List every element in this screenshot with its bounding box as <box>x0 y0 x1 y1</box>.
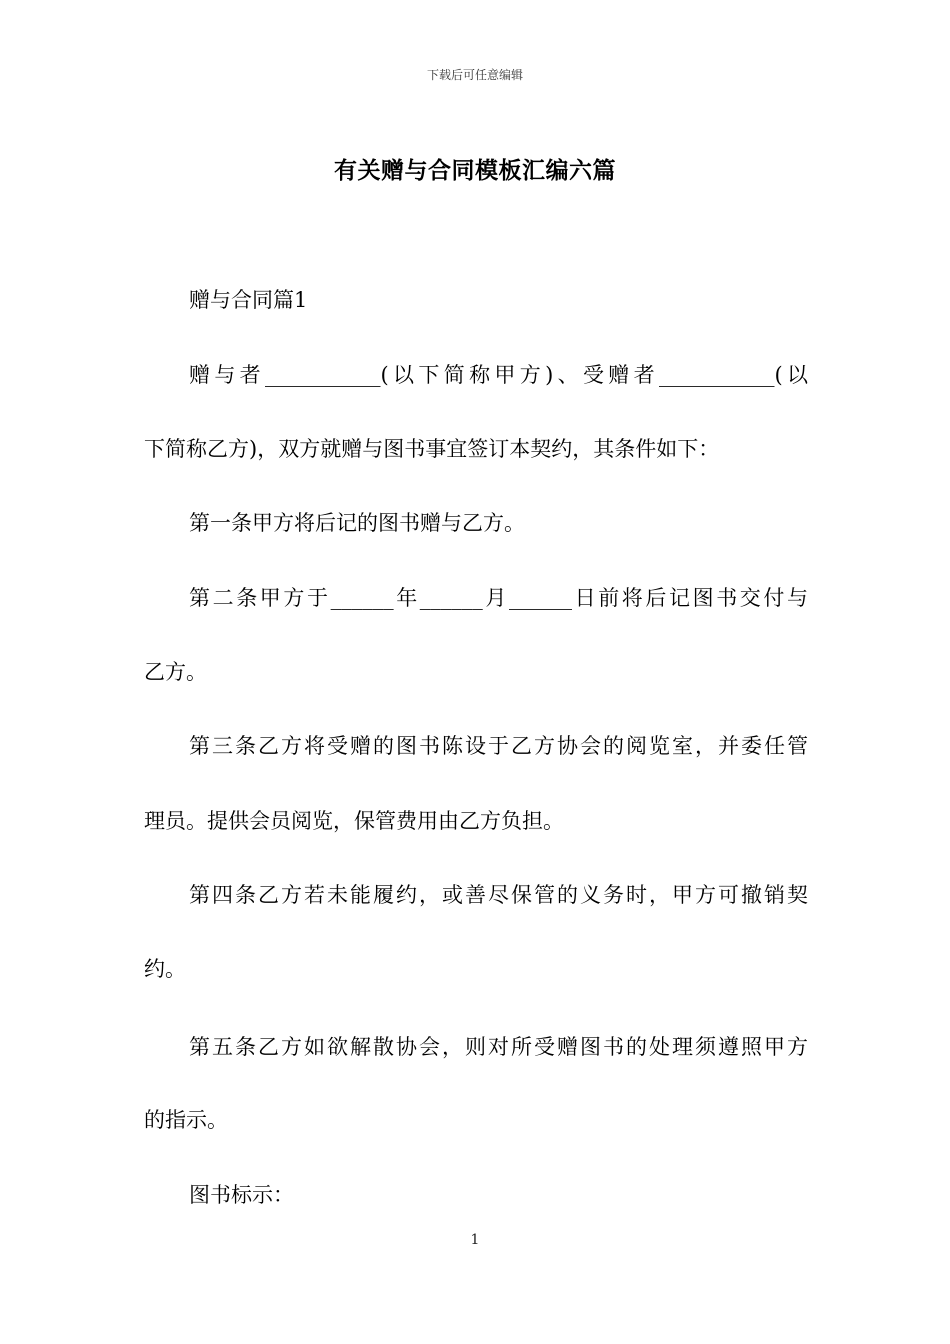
article-5-line-2: 的指示。 <box>144 1108 228 1132</box>
article-3-line-2: 理员。提供会员阅览，保管费用由乙方负担。 <box>144 809 564 833</box>
page-number: 1 <box>470 1232 480 1248</box>
article-4-line-2: 约。 <box>144 957 186 981</box>
paragraph-parties-line-1: 赠与者___________(以下简称甲方)、受赠者___________(以 <box>189 363 808 387</box>
article-2-line-1: 第二条甲方于______年______月______日前将后记图书交付与 <box>189 586 808 610</box>
article-3-line-1: 第三条乙方将受赠的图书陈设于乙方协会的阅览室，并委任管 <box>189 734 808 758</box>
article-2-line-2: 乙方。 <box>144 660 207 684</box>
document-title: 有关赠与合同模板汇编六篇 <box>334 157 616 184</box>
header-note: 下载后可任意编辑 <box>426 68 523 82</box>
book-label: 图书标示： <box>189 1183 294 1207</box>
article-5-line-1: 第五条乙方如欲解散协会，则对所受赠图书的处理须遵照甲方 <box>189 1035 808 1059</box>
article-4-line-1: 第四条乙方若未能履约，或善尽保管的义务时，甲方可撤销契 <box>189 883 808 907</box>
section-heading: 赠与合同篇1 <box>189 288 308 312</box>
article-1-line-1: 第一条甲方将后记的图书赠与乙方。 <box>189 511 525 535</box>
paragraph-parties-line-2: 下简称乙方)，双方就赠与图书事宜签订本契约，其条件如下： <box>144 437 720 461</box>
